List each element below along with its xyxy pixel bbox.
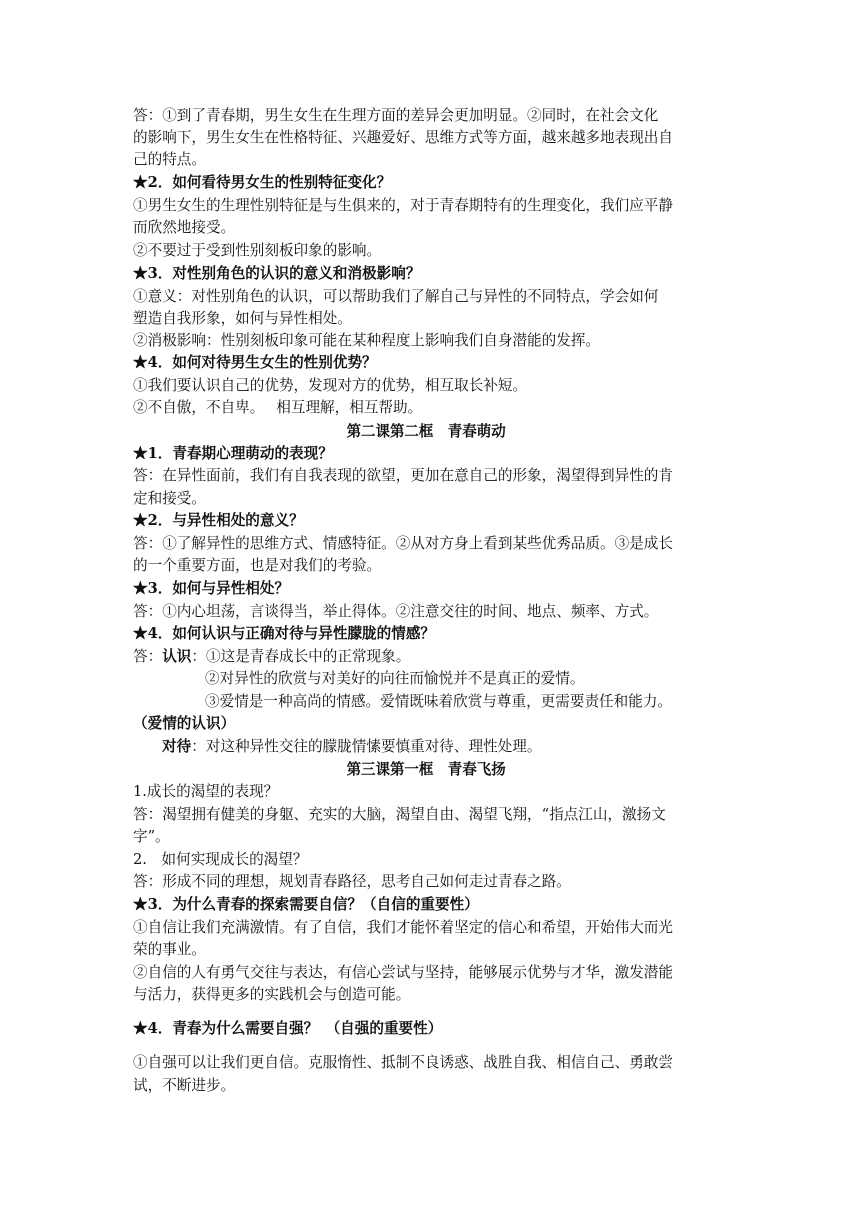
answer-line: 答：①内心坦荡，言谈得当，举止得体。②注意交往的时间、地点、频率、方式。 — [133, 603, 659, 620]
answer-line: ①自信让我们充满激情。有了自信，我们才能怀着坚定的信心和希望，开始伟大而光 — [133, 919, 673, 936]
question-line: 1.成长的渴望的表现？ — [133, 783, 279, 800]
answer-line: 答：①了解异性的思维方式、情感特征。②从对方身上看到某些优秀品质。③是成长 — [133, 535, 673, 552]
answer-line: ②消极影响：性别刻板印象可能在某种程度上影响我们自身潜能的发挥。 — [133, 332, 601, 349]
question-heading: ★1．青春期心理萌动的表现？ — [133, 445, 333, 462]
answer-line: ①自强可以让我们更自信。克服惰性、抵制不良诱惑、战胜自我、相信自己、勇敢尝 — [133, 1054, 673, 1071]
answer-line: ③爱情是一种高尚的情感。爱情既味着欣赏与尊重，更需要责任和能力。 — [205, 693, 673, 710]
answer-line: ②不自傲，不自卑。 相互理解，相互帮助。 — [133, 399, 423, 416]
answer-line: 试，不断进步。 — [133, 1077, 236, 1094]
answer-line: ②不要过于受到性别刻板印象的影响。 — [133, 242, 382, 259]
question-heading: ★4．如何对待男生女生的性别优势？ — [133, 354, 377, 371]
answer-text: ：①这是青春成长中的正常现象。 — [191, 648, 411, 665]
answer-line: 荣的事业。 — [133, 941, 206, 958]
question-heading: ★4．如何认识与正确对待与异性朦胧的情感？ — [133, 625, 436, 642]
recognition-label: 认识 — [162, 648, 192, 665]
answer-line: 的影响下，男生女生在性格特征、兴趣爱好、思维方式等方面，越来越多地表现出自 — [133, 129, 673, 146]
answer-line: 的一个重要方面，也是对我们的考验。 — [133, 557, 382, 574]
answer-line: ①我们要认识自己的优势，发现对方的优势，相互取长补短。 — [133, 377, 528, 394]
answer-line — [133, 647, 733, 667]
answer-prefix: 答： — [133, 648, 163, 665]
answer-text: ：对这种异性交往的朦胧情愫要慎重对待、理性处理。 — [191, 738, 542, 755]
answer-line: ②对异性的欣赏与对美好的向往而愉悦并不是真正的爱情。 — [205, 670, 585, 687]
answer-line: ②自信的人有勇气交往与表达，有信心尝试与坚持，能够展示优势与才华，激发潜能 — [133, 964, 673, 981]
question-heading: ★3．如何与异性相处？ — [133, 580, 290, 597]
answer-line: ①意义：对性别角色的认识，可以帮助我们了解自己与异性的不同特点，学会如何 — [133, 288, 659, 305]
answer-line: 己的特点。 — [133, 151, 206, 168]
answer-line: 答：在异性面前，我们有自我表现的欲望，更加在意自己的形象，渴望得到异性的肯 — [133, 467, 673, 484]
question-heading: ★3．对性别角色的认识的意义和消极影响？ — [133, 265, 421, 282]
question-heading: ★3．为什么青春的探索需要自信？（自信的重要性） — [133, 896, 479, 913]
section-title: 第三课第一框 青春飞扬 — [346, 761, 506, 778]
answer-line: 与活力，获得更多的实践机会与创造可能。 — [133, 986, 411, 1003]
answer-line: 答：①到了青春期，男生女生在生理方面的差异会更加明显。②同时，在社会文化 — [133, 107, 659, 124]
section-title: 第二课第二框 青春萌动 — [346, 423, 506, 440]
note-line: （爱情的认识） — [133, 715, 236, 732]
attitude-label: 对待 — [162, 738, 192, 755]
question-heading: ★2．与异性相处的意义？ — [133, 512, 304, 529]
answer-line — [162, 737, 762, 757]
answer-line: 字”。 — [133, 828, 170, 845]
answer-line: 答：渴望拥有健美的身躯、充实的大脑，渴望自由、渴望飞翔，“指点江山，激扬文 — [133, 806, 666, 823]
answer-line: 而欣然地接受。 — [133, 219, 236, 236]
question-heading: ★2．如何看待男女生的性别特征变化？ — [133, 174, 392, 191]
question-line: 2. 如何实现成长的渴望？ — [133, 851, 308, 868]
question-heading: ★4．青春为什么需要自强？ （自强的重要性） — [133, 1020, 443, 1037]
answer-line: 答：形成不同的理想，规划青春路径，思考自己如何走过青春之路。 — [133, 873, 571, 890]
answer-line: 塑造自我形象，如何与异性相处。 — [133, 310, 352, 327]
answer-line: ①男生女生的生理性别特征是与生俱来的，对于青春期特有的生理变化，我们应平静 — [133, 197, 673, 214]
answer-line: 定和接受。 — [133, 490, 206, 507]
